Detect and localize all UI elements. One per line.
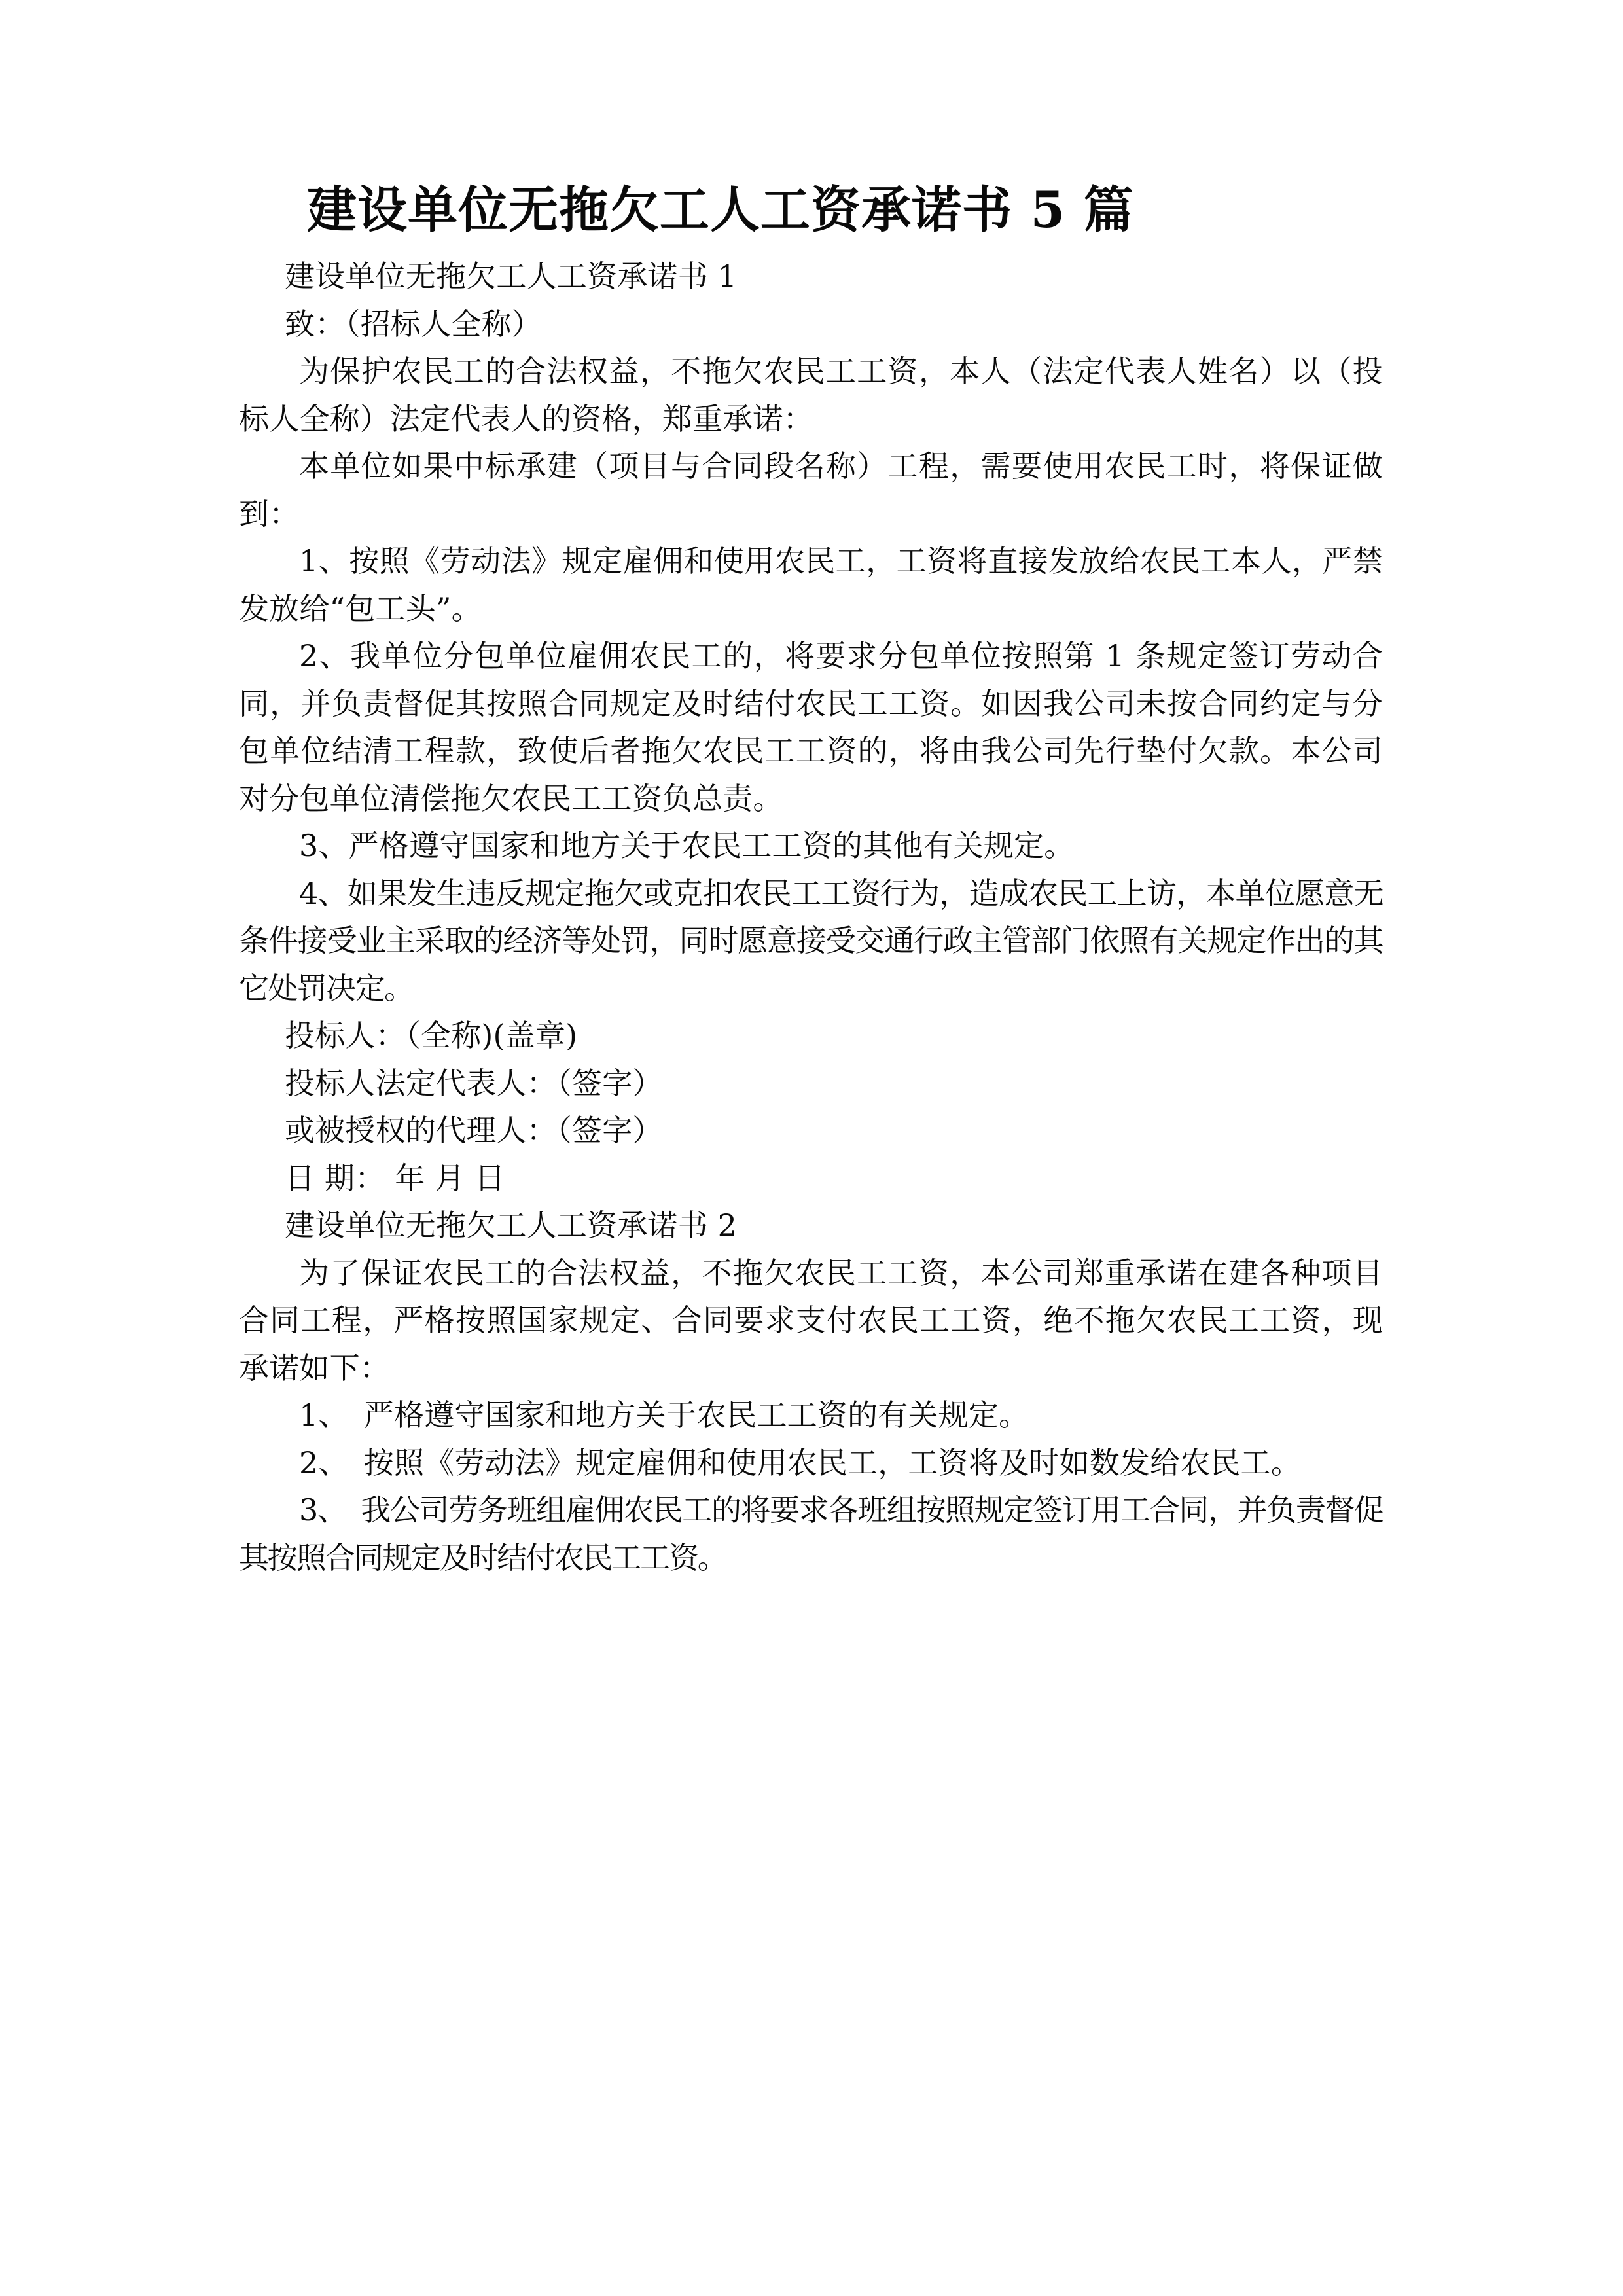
signature-date-line: 日 期： 年 月 日 xyxy=(285,1160,505,1196)
section-1-clause-3: 3、严格遵守国家和地方关于农民工工资的其他有关规定。 xyxy=(299,828,1075,863)
section-2-paragraph-intro: 为了保证农民工的合法权益，不拖欠农民工工资，本公司郑重承诺在建各种项目合同工程，严格按照国家规定、合同要求支付农民工工资，绝不拖欠农民工工资，现承诺如下： xyxy=(239,1255,1383,1386)
section-2-clause-2: 2、 按照《劳动法》规定雇佣和使用农民工，工资将及时如数发给农民工。 xyxy=(299,1444,1302,1480)
section-1-clause-4: 4、如果发生违反规定拖欠或克扣农民工工资行为，造成农民工上访，本单位愿意无条件接受业主采取的经济等处罚，同时愿意接受交通行政主管部门依照有关规定作出的其它处罚决定。 xyxy=(239,875,1383,1006)
section-2-clause-3: 3、 我公司劳务班组雇佣农民工的将要求各班组按照规定签订用工合同，并负责督促其按照合同规定及时结付农民工工资。 xyxy=(239,1492,1383,1575)
section-1-clause-1: 1、按照《劳动法》规定雇佣和使用农民工，工资将直接发放给农民工本人，严禁发放给“包工头”。 xyxy=(239,543,1383,626)
section-1-paragraph-scope: 本单位如果中标承建（项目与合同段名称）工程，需要使用农民工时，将保证做到： xyxy=(239,448,1383,531)
section-2-heading: 建设单位无拖欠工人工资承诺书 2 xyxy=(285,1208,738,1243)
signature-bidder-line: 投标人：（全称)(盖章) xyxy=(285,1018,578,1053)
signature-legal-representative-line: 投标人法定代表人：（签字） xyxy=(285,1065,663,1101)
section-2-clause-1: 1、 严格遵守国家和地方关于农民工工资的有关规定。 xyxy=(299,1397,1029,1433)
signature-authorized-agent-line: 或被授权的代理人：（签字） xyxy=(285,1113,663,1148)
section-1-recipient-line: 致：（招标人全称） xyxy=(285,306,542,342)
section-1-heading: 建设单位无拖欠工人工资承诺书 1 xyxy=(285,259,738,294)
page-title: 建设单位无拖欠工人工资承诺书 5 篇 xyxy=(307,181,1134,239)
section-1-clause-2: 2、我单位分包单位雇佣农民工的，将要求分包单位按照第 1 条规定签订劳动合同，并负责督促其按照合同规定及时结付农民工工资。如因我公司未按合同约定与分包单位结清工程款，致使后者拖欠农民工工资的，将由我公司先行垫付欠款。本公司对分包单位清偿拖欠农民工工资负总责。 xyxy=(239,638,1383,816)
section-1-paragraph-intro: 为保护农民工的合法权益，不拖欠农民工工资，本人（法定代表人姓名）以（投标人全称）法定代表人的资格，郑重承诺： xyxy=(239,353,1383,437)
document-content xyxy=(239,171,1383,1581)
